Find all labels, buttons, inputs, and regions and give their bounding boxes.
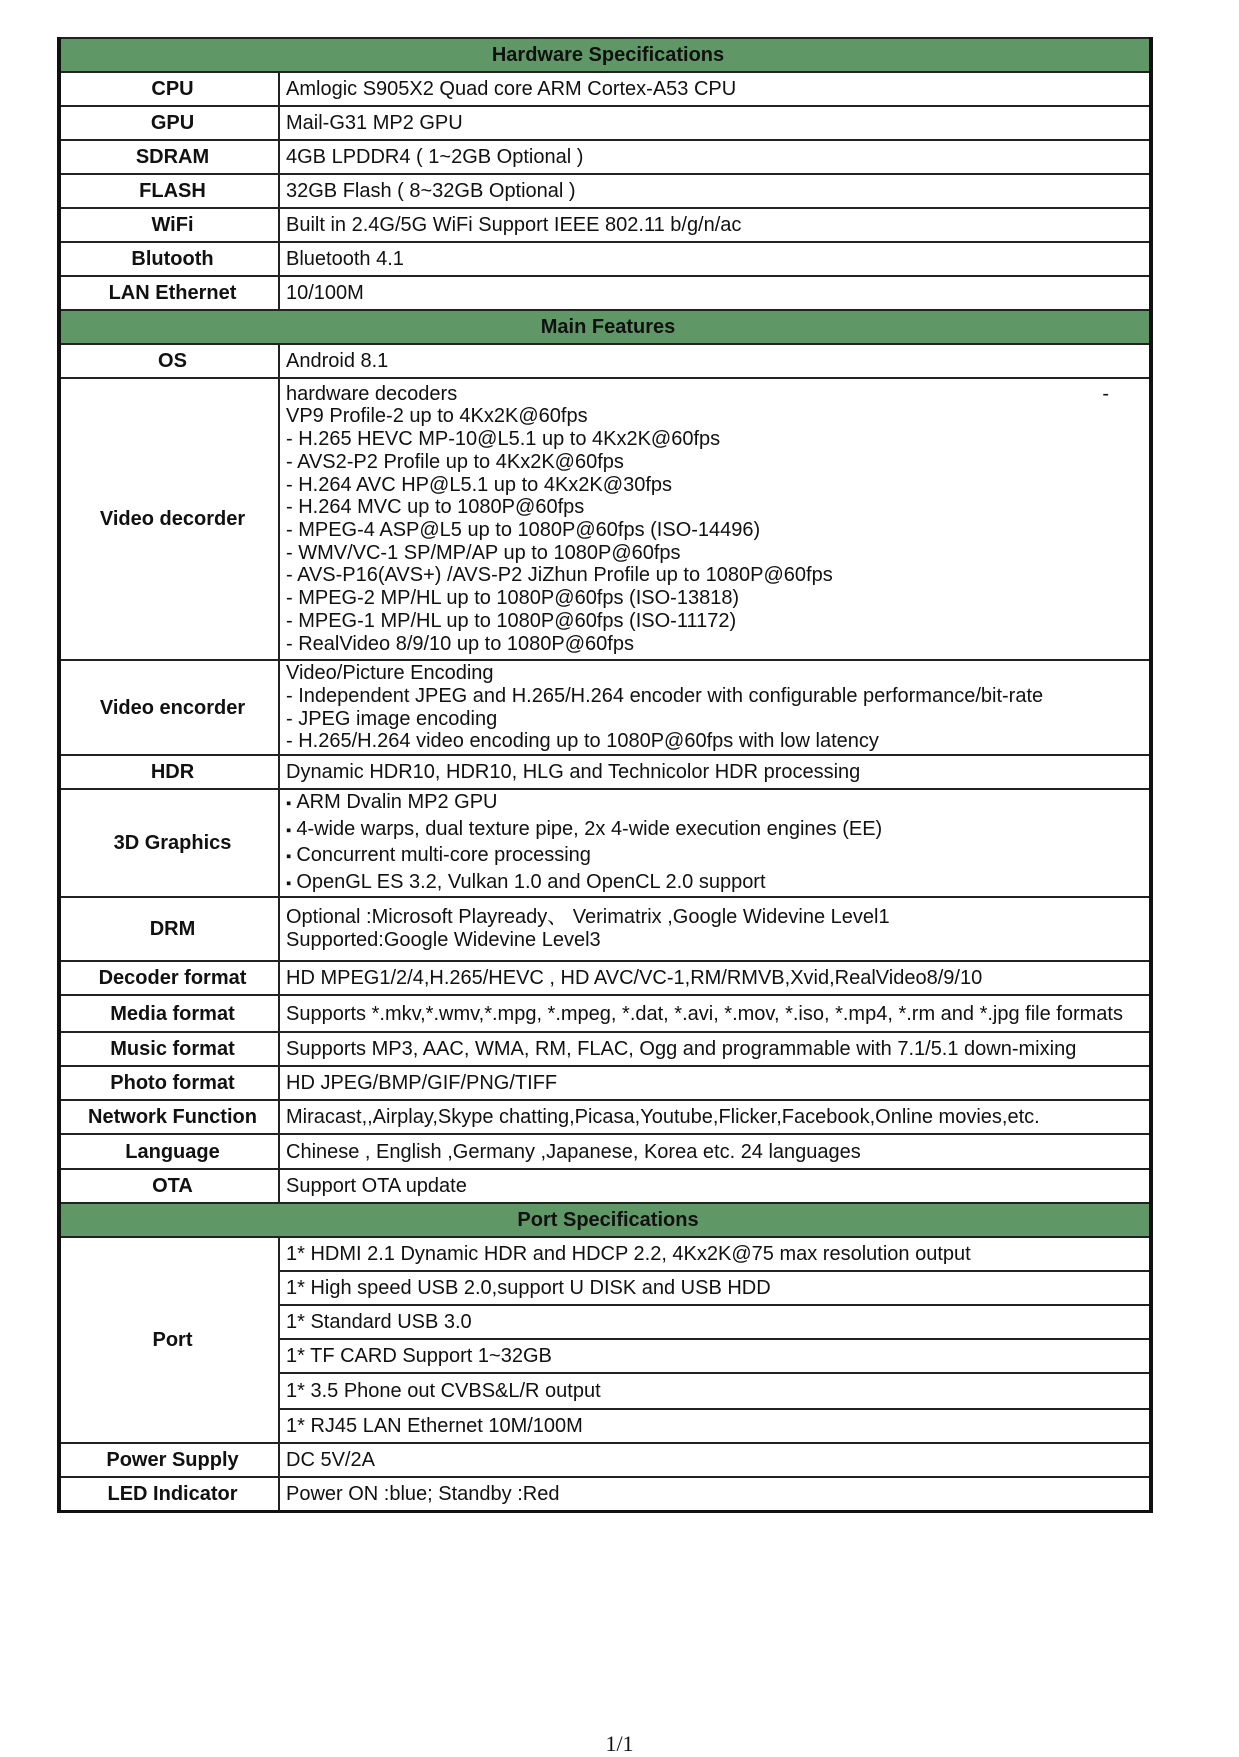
spec-row-os: [59, 344, 1151, 378]
spec-value: Chinese , English ,Germany ,Japanese, Korea etc. 24 languages: [279, 1134, 1151, 1169]
trailing-dash: -: [1102, 383, 1109, 405]
list-item: - MPEG-2 MP/HL up to 1080P@60fps (ISO-13818): [286, 587, 740, 610]
section-header-features: [59, 310, 1151, 344]
spec-value: Miracast,,Airplay,Skype chatting,Picasa,Youtube,Flicker,Facebook,Online movies,etc.: [279, 1100, 1151, 1134]
spec-label: DRM: [59, 897, 279, 961]
spec-row-3d-graphics: [59, 789, 1151, 897]
specifications-table: [57, 37, 1153, 1513]
spec-label: 3D Graphics: [59, 789, 279, 897]
section-title: Hardware Specifications: [59, 38, 1151, 72]
list-item: - H.264 MVC up to 1080P@60fps: [286, 496, 585, 519]
list-item: - AVS2-P2 Profile up to 4Kx2K@60fps: [286, 450, 624, 473]
spec-label: WiFi: [59, 208, 279, 242]
spec-row-decoder-format: [59, 961, 1151, 995]
spec-label: Blutooth: [59, 242, 279, 276]
spec-value: Amlogic S905X2 Quad core ARM Cortex-A53 CPU: [279, 72, 1151, 106]
spec-value: DC 5V/2A: [279, 1443, 1151, 1477]
bullet-item: ▪ ARM Dvalin MP2 GPU: [286, 790, 1149, 817]
spec-label: Power Supply: [59, 1443, 279, 1477]
spec-label: Network Function: [59, 1100, 279, 1134]
list-item: - H.264 AVC HP@L5.1 up to 4Kx2K@30fps: [286, 473, 672, 496]
spec-row-language: [59, 1134, 1151, 1169]
spec-label: HDR: [59, 755, 279, 789]
spec-value: Supports MP3, AAC, WMA, RM, FLAC, Ogg and programmable with 7.1/5.1 down-mixing: [279, 1032, 1151, 1066]
spec-label: LAN Ethernet: [59, 276, 279, 310]
spec-label: Video decorder: [59, 378, 279, 660]
page-number: 1/1: [605, 1731, 634, 1756]
spec-value: Supports *.mkv,*.wmv,*.mpg, *.mpeg, *.dat, *.avi, *.mov, *.iso, *.mp4, *.rm and *.jpg file formats: [279, 995, 1151, 1032]
spec-label: CPU: [59, 72, 279, 106]
spec-row-video-encoder: [59, 660, 1151, 755]
section-header-hardware: [59, 38, 1151, 72]
port-item: 1* High speed USB 2.0,support U DISK and USB HDD: [279, 1271, 1151, 1305]
spec-row-lan-ethernet: [59, 276, 1151, 310]
list-item: - Independent JPEG and H.265/H.264 encoder with configurable performance/bit-rate: [286, 684, 1044, 707]
spec-value: Built in 2.4G/5G WiFi Support IEEE 802.11 b/g/n/ac: [279, 208, 1151, 242]
port-item: 1* HDMI 2.1 Dynamic HDR and HDCP 2.2, 4Kx2K@75 max resolution output: [279, 1237, 1151, 1271]
list-item: - H.265/H.264 video encoding up to 1080P@60fps with low latency: [286, 730, 879, 753]
spec-row-gpu: [59, 106, 1151, 140]
spec-value: Android 8.1: [279, 344, 1151, 378]
list-item: - RealVideo 8/9/10 up to 1080P@60fps: [286, 632, 634, 655]
spec-row-video-decoder: [59, 378, 1151, 660]
spec-label: LED Indicator: [59, 1477, 279, 1512]
spec-row-bluetooth: [59, 242, 1151, 276]
bullet-item: ▪ Concurrent multi-core processing: [286, 843, 1149, 870]
list-item: - JPEG image encoding: [286, 707, 498, 730]
spec-label: Media format: [59, 995, 279, 1032]
spec-value: Power ON :blue; Standby :Red: [279, 1477, 1151, 1512]
spec-row-cpu: [59, 72, 1151, 106]
section-header-ports: [59, 1203, 1151, 1237]
spec-value: Mail-G31 MP2 GPU: [279, 106, 1151, 140]
spec-label: OS: [59, 344, 279, 378]
spec-row-media-format: [59, 995, 1151, 1032]
spec-value: HD JPEG/BMP/GIF/PNG/TIFF: [279, 1066, 1151, 1100]
bullet-item: ▪ 4-wide warps, dual texture pipe, 2x 4-wide execution engines (EE): [286, 817, 1149, 844]
spec-value: Support OTA update: [279, 1169, 1151, 1203]
spec-value-list: [279, 789, 1151, 897]
list-item: Video/Picture Encoding: [286, 662, 494, 685]
spec-row-wifi: [59, 208, 1151, 242]
port-item: 1* RJ45 LAN Ethernet 10M/100M: [279, 1409, 1151, 1443]
spec-label: Photo format: [59, 1066, 279, 1100]
spec-row-sdram: [59, 140, 1151, 174]
spec-row-network-function: [59, 1100, 1151, 1134]
spec-value-list: [279, 897, 1151, 961]
section-title: Main Features: [59, 310, 1151, 344]
spec-row-led-indicator: [59, 1477, 1151, 1512]
spec-label: Decoder format: [59, 961, 279, 995]
list-item: - AVS-P16(AVS+) /AVS-P2 JiZhun Profile up to 1080P@60fps: [286, 564, 833, 587]
spec-value: 32GB Flash ( 8~32GB Optional ): [279, 174, 1151, 208]
spec-value-list: [279, 660, 1151, 755]
spec-value: 4GB LPDDR4 ( 1~2GB Optional ): [279, 140, 1151, 174]
bullet-item: ▪ OpenGL ES 3.2, Vulkan 1.0 and OpenCL 2.0 support: [286, 870, 1149, 897]
port-item: 1* TF CARD Support 1~32GB: [279, 1339, 1151, 1373]
spec-label: OTA: [59, 1169, 279, 1203]
spec-row-ota: [59, 1169, 1151, 1203]
spec-row-music-format: [59, 1032, 1151, 1066]
list-item: Supported:Google Widevine Level3: [286, 929, 601, 951]
port-item: 1* 3.5 Phone out CVBS&L/R output: [279, 1373, 1151, 1409]
spec-value: HD MPEG1/2/4,H.265/HEVC , HD AVC/VC-1,RM/RMVB,Xvid,RealVideo8/9/10: [279, 961, 1151, 995]
spec-row-drm: [59, 897, 1151, 961]
list-item: hardware decoders: [286, 382, 458, 405]
spec-row-flash: [59, 174, 1151, 208]
list-item: VP9 Profile-2 up to 4Kx2K@60fps: [286, 405, 588, 428]
spec-label: GPU: [59, 106, 279, 140]
list-item: - H.265 HEVC MP-10@L5.1 up to 4Kx2K@60fps: [286, 428, 721, 451]
list-item: - MPEG-4 ASP@L5 up to 1080P@60fps (ISO-14496): [286, 519, 761, 541]
spec-sheet: [57, 37, 1153, 1513]
spec-row-power-supply: [59, 1443, 1151, 1477]
spec-row-photo-format: [59, 1066, 1151, 1100]
spec-row-hdr: [59, 755, 1151, 789]
spec-label: Music format: [59, 1032, 279, 1066]
section-title: Port Specifications: [59, 1203, 1151, 1237]
port-item: 1* Standard USB 3.0: [279, 1305, 1151, 1339]
spec-label: Language: [59, 1134, 279, 1169]
spec-value: Bluetooth 4.1: [279, 242, 1151, 276]
list-item: - WMV/VC-1 SP/MP/AP up to 1080P@60fps: [286, 541, 681, 564]
list-item: Optional :Microsoft Playready、 Verimatrix ,Google Widevine Level1: [286, 906, 890, 929]
spec-label: SDRAM: [59, 140, 279, 174]
list-item: - MPEG-1 MP/HL up to 1080P@60fps (ISO-11172): [286, 609, 737, 632]
spec-label: Port: [59, 1237, 279, 1443]
spec-value: 10/100M: [279, 276, 1151, 310]
spec-label: Video encorder: [59, 660, 279, 755]
spec-value-list: [279, 378, 1151, 660]
spec-label: FLASH: [59, 174, 279, 208]
spec-value: Dynamic HDR10, HDR10, HLG and Technicolor HDR processing: [279, 755, 1151, 789]
port-row: [59, 1237, 1151, 1271]
